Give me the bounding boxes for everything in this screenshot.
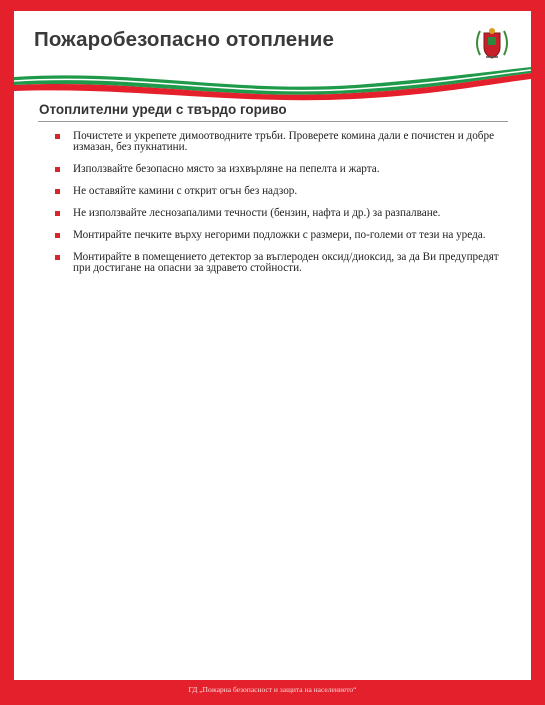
safety-list [53,131,513,285]
bullet-icon [55,189,60,194]
bullet-icon [55,167,60,172]
bullet-icon [55,233,60,238]
flag-swoosh [14,55,531,105]
list-item [53,230,513,241]
list-item-text: Не използвайте леснозапалими течности (бензин, нафта и др.) за разпалване. [73,207,441,219]
page-title: Пожаробезопасно отопление [34,28,334,51]
list-item [53,252,513,274]
section-title: Отоплителни уреди с твърдо гориво [39,102,287,117]
list-item [53,208,513,219]
list-item-text: Монтирайте в помещението детектор за въглероден оксид/диоксид, за да Ви предупредят при достигане на опасни за здравето стойности. [73,251,499,274]
list-item-text: Не оставяйте камини с открит огън без надзор. [73,185,298,197]
list-item-text: Почистете и укрепете димоотводните тръби. Проверете комина дали е почистен и добре измазан, без пукнатини. [73,130,495,153]
footer-text: ГД „Пожарна безопасност и защита на населението“ [188,685,357,694]
list-item-text: Монтирайте печките върху негорими подложки с размери, по-големи от тези на уреда. [73,229,486,241]
list-item-text: Използвайте безопасно място за изхвърляне на пепелта и жарта. [73,163,380,175]
list-item [53,131,513,153]
document-page [14,11,531,680]
bullet-icon [55,211,60,216]
list-item [53,164,513,175]
bullet-icon [55,255,60,260]
section-divider [38,121,508,122]
list-item [53,186,513,197]
bullet-icon [55,134,60,139]
